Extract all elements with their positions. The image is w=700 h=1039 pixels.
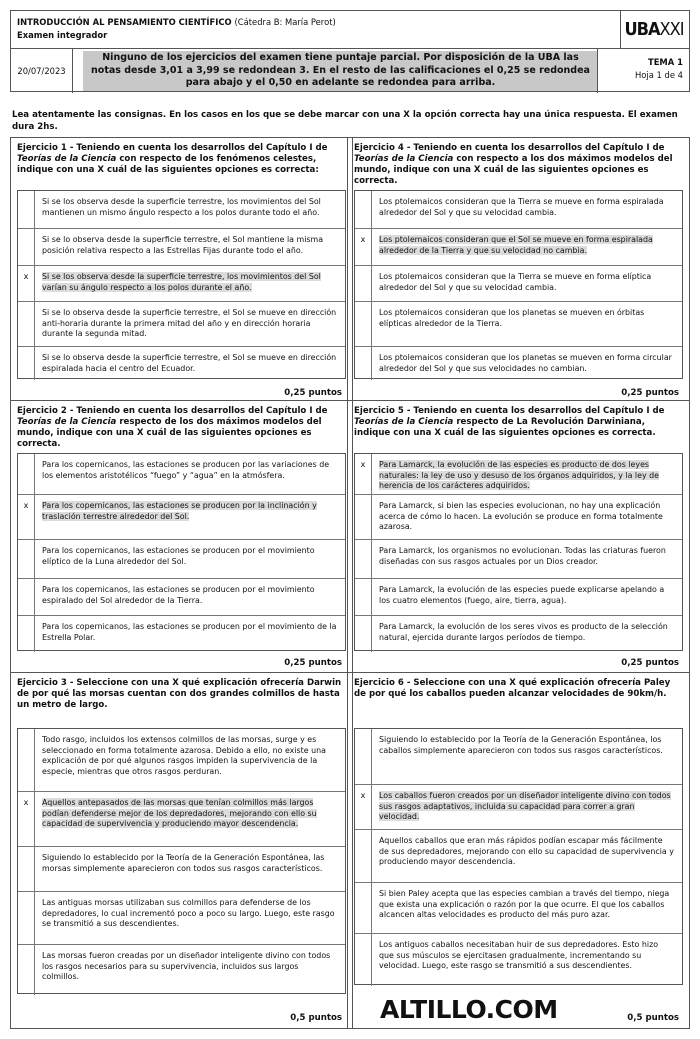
- exam-type: Examen integrador: [17, 30, 108, 40]
- option-text: [379, 940, 674, 972]
- option-text-content: Las morsas fueron creadas por un diseñador inteligente divino con todos los rasgos necesarios para su supervivencia, incluidos sus largos colmillos.: [42, 951, 331, 982]
- option-row[interactable]: [18, 578, 345, 615]
- answer-mark-box[interactable]: x: [355, 454, 372, 494]
- option-text-content: Los ptolemaicos consideran que la Tierra se mueve en forma elíptica alrededor del Sol y que su velocidad cambia.: [379, 272, 652, 292]
- answer-mark-box[interactable]: [355, 934, 372, 986]
- option-row[interactable]: [18, 944, 345, 995]
- option-row[interactable]: [355, 494, 682, 539]
- option-text-content: Para Lamarck, la evolución de los seres vivos es producto de la selección natural, ejercida durante largos períodos de tiempo.: [379, 622, 668, 642]
- answer-mark-box[interactable]: [355, 191, 372, 228]
- exercise-title: [11, 401, 352, 455]
- option-text-content: Si se lo observa desde la superficie terrestre, el Sol se mueve en dirección anti-horaria durante la primera mitad del año y en dirección horaria durante la segunda mitad.: [42, 308, 337, 339]
- options-table: [354, 728, 683, 985]
- option-text-content: Para Lamarck, los organismos no evolucionan. Todas las criaturas fueron diseñadas con sus rasgos actuales por un Dios creador.: [379, 546, 666, 566]
- answer-mark-box[interactable]: x: [18, 266, 35, 301]
- options-table: [354, 190, 683, 379]
- answer-mark-box[interactable]: [18, 729, 35, 791]
- book-title: Teorías de la Ciencia: [17, 154, 117, 164]
- option-text-content: Los antiguos caballos necesitaban huir de sus depredadores. Esto hizo que sus músculos se ejercitasen gradualmente, incrementando su velocidad. Luego, este rasgo se transmitió a sus descendientes.: [379, 940, 659, 971]
- answer-mark-box[interactable]: x: [355, 229, 372, 265]
- points-label: 0,25 puntos: [621, 658, 679, 668]
- option-text-content: Las antiguas morsas utilizaban sus colmillos para defenderse de los depredadores, lo cual incrementó poco a poco su largo. Luego, este rasgo se transmitió a sus descendientes.: [42, 898, 335, 929]
- option-text: [42, 235, 337, 256]
- points-label: 0,25 puntos: [284, 388, 342, 398]
- tema-label: TEMA 1: [648, 57, 683, 67]
- option-text-content: Para Lamarck, la evolución de las especies es producto de dos leyes naturales: la ley de uso y desuso de los órganos adquiridos, y la ley de herencia de los carácteres adquiridos.: [379, 460, 659, 491]
- option-text: [42, 272, 337, 293]
- points-label: 0,25 puntos: [621, 388, 679, 398]
- instructions: Lea atentamente las consignas. En los casos en los que se debe marcar con una X la opción correcta hay una única respuesta. El examen dura 2hs.: [12, 110, 678, 132]
- option-text-content: Siguiendo lo establecido por la Teoría de la Generación Espontánea, los caballos simplemente aparecieron con todos sus rasgos característicos.: [379, 735, 663, 755]
- option-text: [379, 235, 674, 256]
- option-text-content: Aquellos caballos que eran más rápidos podían escapar más fácilmente de sus depredadores, mejorando con ello su capacidad de supervivencia y produciendo mayor descendencia.: [379, 836, 674, 867]
- right-column: [347, 137, 690, 1029]
- answer-mark-box[interactable]: [18, 847, 35, 891]
- options-table: [17, 728, 346, 994]
- option-text-content: Para los copernicanos, las estaciones se producen por las variaciones de los elementos aristotélicos “fuego” y “agua” en la atmósfera.: [42, 460, 330, 480]
- option-text: [42, 585, 337, 606]
- option-text: [379, 622, 674, 643]
- exercise-5: [348, 400, 689, 672]
- option-text-content: Si se los observa desde la superficie terrestre, los movimientos del Sol varían su ángulo respecto a los polos durante el año.: [42, 272, 321, 292]
- answer-mark-box[interactable]: [355, 540, 372, 578]
- title-text: Ejercicio 5 - Teniendo en cuenta los desarrollos del Capítulo I de: [354, 406, 665, 416]
- option-text: [42, 353, 337, 374]
- option-text-content: Para Lamarck, la evolución de las especies puede explicarse apelando a los cuatro elementos (fuego, aire, tierra, agua).: [379, 585, 665, 605]
- answer-mark-box[interactable]: [18, 892, 35, 944]
- option-text: [42, 735, 337, 777]
- exercise-6: [348, 672, 689, 1030]
- option-text-content: Si bien Paley acepta que las especies cambian a través del tiempo, niega que exista una explicación o razón por la que ocurre. El que los caballos alcancen altas velocidades es producto del más puro azar.: [379, 889, 670, 920]
- option-row[interactable]: [355, 454, 682, 494]
- answer-mark-box[interactable]: [18, 945, 35, 995]
- chair-name: (Cátedra B: María Perot): [234, 17, 336, 27]
- option-text: [42, 951, 337, 983]
- title-text: Ejercicio 4 - Teniendo en cuenta los desarrollos del Capítulo I de: [354, 143, 665, 153]
- option-text: [42, 197, 337, 218]
- answer-mark-box[interactable]: [355, 616, 372, 652]
- option-text-content: Para Lamarck, si bien las especies evolucionan, no hay una explicación acerca de cómo lo hacen. La evolución se produce en forma totalmente azarosa.: [379, 501, 663, 532]
- title-text-continued: respecto de los dos máximos modelos del mundo, indique con una X cuál de las siguientes opciones es correcta.: [17, 417, 322, 449]
- option-text: [379, 889, 674, 921]
- option-text-content: Todo rasgo, incluidos los extensos colmillos de las morsas, surge y es seleccionado en forma totalmente azarosa. Debido a ello, no existe una explicación de por qué algunos rasgos impiden la supervivencia de la especie, mientras que otros rasgos perduran.: [42, 735, 326, 776]
- option-row[interactable]: [18, 791, 345, 846]
- option-text-content: Si se lo observa desde la superficie terrestre, el Sol se mueve en dirección espiralada hacia el centro del Ecuador.: [42, 353, 337, 373]
- option-row[interactable]: [355, 829, 682, 882]
- option-text: [42, 853, 337, 874]
- option-text-content: Para los copernicanos, las estaciones se producen por el movimiento de la Estrella Polar.: [42, 622, 337, 642]
- option-text-content: Para los copernicanos, las estaciones se producen por el movimiento espiralado del Sol alrededor de la Tierra.: [42, 585, 315, 605]
- book-title: Teorías de la Ciencia: [354, 417, 454, 427]
- answer-mark-box[interactable]: [18, 540, 35, 578]
- exercise-title: [11, 138, 352, 181]
- answer-mark-box[interactable]: [355, 266, 372, 301]
- logo-main: UBA: [624, 19, 660, 40]
- answer-mark-box[interactable]: x: [18, 792, 35, 846]
- answer-mark-box[interactable]: [355, 302, 372, 346]
- option-text-content: Aquellos antepasados de las morsas que tenían colmillos más largos podían defenderse mejor de los depredadores, mejorando con ello su capacidad de supervivencia y produciendo mayor descendencia.: [42, 798, 317, 829]
- title-text: Ejercicio 3 - Seleccione con una X qué explicación ofrecería Darwin de por qué las morsas cuentan con dos grandes colmillos de hasta un metro de largo.: [17, 678, 342, 710]
- answer-mark-box[interactable]: [18, 616, 35, 652]
- option-text-content: Siguiendo lo establecido por la Teoría de la Generación Espontánea, las morsas simplemente aparecieron con todos sus rasgos característicos.: [42, 853, 325, 873]
- option-row[interactable]: [18, 301, 345, 346]
- option-row[interactable]: [18, 228, 345, 265]
- title-text: Ejercicio 2 - Teniendo en cuenta los desarrollos del Capítulo I de: [17, 406, 328, 416]
- option-text: [42, 546, 337, 567]
- option-row[interactable]: [355, 615, 682, 652]
- option-row[interactable]: [18, 265, 345, 301]
- option-text: [379, 353, 674, 374]
- answer-mark-box[interactable]: [355, 495, 372, 539]
- option-row[interactable]: [355, 191, 682, 228]
- book-title: Teorías de la Ciencia: [354, 154, 454, 164]
- answer-mark-box[interactable]: [18, 347, 35, 380]
- option-text-content: Los ptolemaicos consideran que el Sol se mueve en forma espiralada alrededor de la Tierra y que su velocidad no cambia.: [379, 235, 653, 255]
- option-row[interactable]: [18, 729, 345, 791]
- title-text: Ejercicio 6 - Seleccione con una X qué explicación ofrecería Paley de por qué los caballos pueden alcanzar velocidades de 90km/h.: [354, 678, 671, 699]
- option-row[interactable]: [18, 494, 345, 539]
- option-row[interactable]: [355, 784, 682, 829]
- course-box: [11, 11, 621, 49]
- option-row[interactable]: [18, 346, 345, 380]
- tema-box: [597, 49, 689, 93]
- option-text: [379, 546, 674, 567]
- book-title: Teorías de la Ciencia: [17, 417, 117, 427]
- exam-date: 20/07/2023: [11, 49, 73, 93]
- answer-mark-box[interactable]: [18, 191, 35, 228]
- answer-mark-box[interactable]: [355, 579, 372, 615]
- options-table: [17, 190, 346, 379]
- answer-mark-box[interactable]: x: [355, 785, 372, 829]
- option-text-content: Si se los observa desde la superficie terrestre, los movimientos del Sol mantienen un mismo ángulo respecto a los polos durante todo el año.: [42, 197, 321, 217]
- option-text-content: Para los copernicanos, las estaciones se producen por el movimiento elíptico de la Luna alrededor del Sol.: [42, 546, 315, 566]
- option-row[interactable]: [18, 454, 345, 494]
- option-row[interactable]: [355, 578, 682, 615]
- points-label: 0,5 puntos: [290, 1013, 342, 1023]
- option-row[interactable]: [355, 882, 682, 933]
- option-row[interactable]: [355, 265, 682, 301]
- watermark: ALTILLO.COM: [380, 995, 558, 1024]
- title-text-continued: con respecto a los dos máximos modelos del mundo, indique con una X cuál de las siguientes opciones es correcta.: [354, 154, 673, 186]
- exercise-3: [11, 672, 352, 1030]
- title-text: Ejercicio 1 - Teniendo en cuenta los desarrollos del Capítulo I de: [17, 143, 328, 153]
- course-name: INTRODUCCIÓN AL PENSAMIENTO CIENTÍFICO: [17, 17, 232, 27]
- option-text: [42, 501, 337, 522]
- answer-mark-box[interactable]: [18, 579, 35, 615]
- answer-mark-box[interactable]: [355, 729, 372, 784]
- option-text-content: Si se lo observa desde la superficie terrestre, el Sol mantiene la misma posición relativa respecto a las Estrellas Fijas durante todo el año.: [42, 235, 324, 255]
- logo-suffix: XXI: [659, 19, 684, 40]
- option-row[interactable]: [355, 301, 682, 346]
- exercise-1: [11, 138, 352, 400]
- option-text-content: Los ptolemaicos consideran que la Tierra se mueve en forma espiralada alrededor del Sol y que su velocidad cambia.: [379, 197, 664, 217]
- option-row[interactable]: [18, 539, 345, 578]
- exercise-title: [348, 401, 689, 444]
- option-text: [42, 308, 337, 340]
- option-text: [379, 735, 674, 756]
- option-row[interactable]: [355, 539, 682, 578]
- option-text: [379, 197, 674, 218]
- option-text: [379, 836, 674, 868]
- exercise-title: [11, 673, 352, 716]
- course-title: [17, 17, 614, 27]
- option-text: [379, 791, 674, 823]
- option-text: [379, 272, 674, 293]
- exercise-title: [348, 673, 689, 705]
- page-indicator: Hoja 1 de 4: [635, 70, 683, 80]
- option-text: [42, 622, 337, 643]
- option-text: [379, 501, 674, 533]
- answer-mark-box[interactable]: [355, 347, 372, 380]
- option-row[interactable]: [18, 191, 345, 228]
- option-row[interactable]: [18, 891, 345, 944]
- exercise-2: [11, 400, 352, 672]
- option-row[interactable]: [355, 346, 682, 380]
- option-text-content: Los caballos fueron creados por un diseñador inteligente divino con todos sus rasgos adaptativos, incluida su capacidad para correr a gran velocidad.: [379, 791, 671, 822]
- options-table: [17, 453, 346, 651]
- option-text: [379, 308, 674, 329]
- option-row[interactable]: [355, 933, 682, 986]
- option-text: [42, 460, 337, 481]
- option-text: [379, 460, 674, 492]
- options-table: [354, 453, 683, 651]
- option-row[interactable]: [355, 228, 682, 265]
- exam-header: [10, 10, 690, 92]
- option-text: [379, 585, 674, 606]
- option-text: [42, 898, 337, 930]
- title-text-continued: con respecto de los fenómenos celestes, indique con una X cuál de las siguientes opciones es correcta:: [17, 154, 319, 175]
- answer-mark-box[interactable]: [18, 454, 35, 494]
- answer-mark-box[interactable]: x: [18, 495, 35, 539]
- answer-mark-box[interactable]: [18, 302, 35, 346]
- uba-xxi-logo: [619, 11, 689, 49]
- answer-mark-box[interactable]: [355, 830, 372, 882]
- option-text-content: Los ptolemaicos consideran que los planetas se mueven en forma circular alrededor del Sol y que sus velocidades no cambian.: [379, 353, 672, 373]
- option-text: [42, 798, 337, 830]
- answer-mark-box[interactable]: [355, 883, 372, 933]
- option-text-content: Los ptolemaicos consideran que los planetas se mueven en órbitas elípticas alrededor de la Tierra.: [379, 308, 645, 328]
- answer-mark-box[interactable]: [18, 229, 35, 265]
- points-label: 0,25 puntos: [284, 658, 342, 668]
- exercise-title: [348, 138, 689, 192]
- points-label: 0,5 puntos: [627, 1013, 679, 1023]
- exercise-4: [348, 138, 689, 400]
- grading-notice: Ninguno de los ejercicios del examen tiene puntaje parcial. Por disposición de la UBA las notas desde 3,01 a 3,99 se redondean 3. En el resto de las calificaciones el 0,25 se redondea para abajo y el 0,50 en adelante se redondea para arriba.: [83, 51, 598, 91]
- option-row[interactable]: [18, 615, 345, 652]
- option-row[interactable]: [355, 729, 682, 784]
- option-text-content: Para los copernicanos, las estaciones se producen por la inclinación y traslación terrestre alrededor del Sol.: [42, 501, 317, 521]
- option-row[interactable]: [18, 846, 345, 891]
- title-text-continued: respecto de La Revolución Darwiniana, indique con una X cuál de las siguientes opciones es correcta.: [354, 417, 656, 438]
- left-column: [10, 137, 353, 1029]
